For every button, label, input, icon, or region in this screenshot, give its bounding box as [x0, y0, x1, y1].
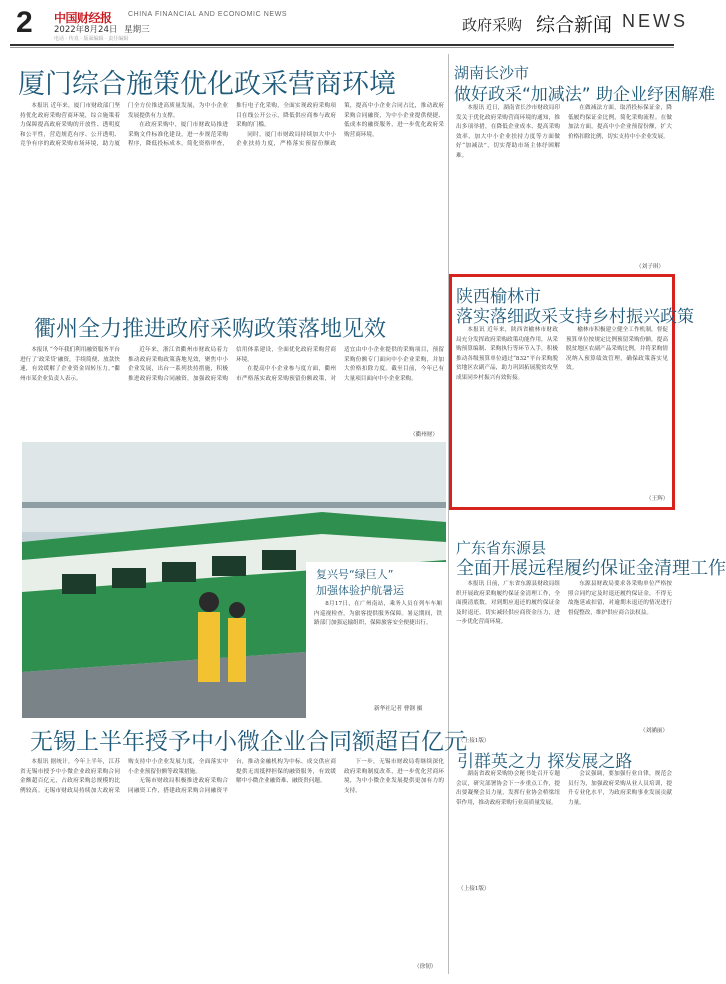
article-changsha-body — [456, 104, 672, 264]
section-label-english: NEWS — [622, 11, 688, 31]
photo-caption-body — [314, 600, 442, 700]
article-guangdong-body — [456, 580, 672, 730]
column-divider — [448, 54, 449, 974]
byline-guangdong: （刘涵丽） — [640, 728, 668, 734]
paragraph: 本报讯 “今年我们利用融资服务平台进行了‘政采贷’融资，手续简便、放款快速，有效缓解了企业资金周转压力。”衢州市某企业负责人表示。 — [20, 347, 120, 382]
masthead — [10, 6, 688, 46]
paragraph: 会议强调，要加强行业自律，规范会员行为，加强政府采购从业人员培训，提升专业化水平，为政府采购事业发展贡献力量。 — [568, 771, 672, 806]
continued-tag: （上接1版） — [458, 738, 490, 744]
paragraph: 本报讯 日前，广东省东源县财政局组织开展政府采购履约保证金清理工作，全面摸清底数，对到期应退还的履约保证金及时退还，切实减轻供应商资金压力，进一步优化营商环境。 — [456, 581, 560, 626]
article-yulin-body — [456, 326, 668, 496]
paragraph: 本报讯 近年来，陕西省榆林市财政局充分发挥政府采购政策功能作用，从采购预算编制、采购执行等环节入手，积极推动各级预算单位通过“832”平台采购脱贫地区农副产品，助力巩固拓展脱贫攻坚成果同乡村振兴有效衔接。 — [456, 327, 558, 381]
paragraph: 榆林市积极建立健全工作机制，督促预算单位按规定比例预留采购份额，提高脱贫地区农副产品采购比例，并将采购情况纳入预算绩效管理，确保政策落实见效。 — [566, 327, 668, 372]
headline-changsha: 做好政采“加减法” 助企业纾困解难 — [454, 85, 716, 105]
section-label-secondary: 综合新闻 — [536, 14, 613, 36]
byline-yulin: （王辉） — [646, 496, 669, 502]
photo-caption-title-line1: 复兴号“绿巨人” — [316, 568, 394, 581]
photo-caption-title-line2: 加强体验护航暑运 — [316, 584, 404, 597]
paragraph: 本报讯 近年来，厦门市财政部门坚持优化政府采购营商环境，综合施策着力保障提高政府采购的开放性、透明度和公平性，营造规范有序、公开透明、竞争有序的政府采购市场环境，助力厦门全方位推进高质量发展，为中小企业发展提供有力支撑。 — [20, 103, 228, 148]
headline-yulin-kicker: 陕西榆林市 — [456, 287, 541, 307]
weekday-text: 星期三 — [124, 25, 150, 35]
paragraph: 在政府采购中，厦门市财政局推进采购文件标准化建设，进一步规范采购程序，降低投标成本，简化资格审查，推行电子化采购，全面实现政府采购项目在线公开公示，降低供应商参与政府采购的门槛。 — [128, 103, 336, 148]
paragraph: 本报讯 据统计，今年上半年，江苏省无锡市授予中小微企业政府采购合同金额超百亿元，占政府采购总规模的比例较高。无锡市财政局持续加大政府采购支持中小企业发展力度，全面落实中小企业预留份额等政策措施。 — [20, 759, 228, 794]
paragraph: 8月17日，在广州南站，乘务人员在列车车厢内巡视检查，为旅客提供服务保障。暑运期间，铁路部门加强运输组织，保障旅客安全便捷出行。 — [314, 601, 442, 627]
paragraph: 在做减法方面，取消投标保证金，降低履约保证金比例，简化采购流程。在做加法方面，提高中小企业预留份额，扩大价格扣除比例，切实支持中小企业发展。 — [568, 105, 672, 140]
headline-quzhou: 衢州全力推进政府采购政策落地见效 — [34, 317, 387, 342]
paragraph: 下一步，无锡市财政局将继续深化政府采购制度改革，进一步优化营商环境，为中小微企业发展提供更加有力的支持。 — [344, 759, 444, 794]
masthead-rule — [10, 44, 674, 46]
page-number: 2 — [16, 6, 33, 39]
section-label-primary: 政府采购 — [462, 16, 523, 34]
headline-guangdong-kicker: 广东省东源县 — [456, 539, 547, 557]
logo-chinese: 中国财经报 — [54, 11, 112, 25]
issue-date — [54, 23, 154, 35]
paragraph: 无锡市财政局积极推进政府采购合同融资工作，搭建政府采购合同融资平台，推动金融机构为中标、成交供应商提供无需抵押担保的融资服务，有效缓解中小微企业融资难、融资贵问题。 — [128, 759, 336, 794]
article-yinqun-body — [456, 770, 672, 880]
paragraph: 东源县财政局要求各采购单位严格按照合同约定及时退还履约保证金，不得无故拖延或扣留，对逾期未退还的情况进行督促整改，维护供应商合法权益。 — [568, 581, 672, 616]
article-xiamen-body — [20, 102, 444, 298]
headline-yinqun: 引群英之力 探发展之路 — [457, 752, 633, 772]
paragraph: 在提高中小企业参与度方面，衢州市严格落实政府采购预留份额政策，对适宜由中小企业提供的采购项目，预留采购份额专门面向中小企业采购，并加大价格扣除力度。截至目前，今年已有大量项目面向中小企业采购。 — [236, 347, 444, 382]
headline-xiamen: 厦门综合施策优化政采营商环境 — [18, 69, 396, 100]
article-quzhou-body — [20, 346, 444, 438]
photo-credit: 新华社记者 曹钢 摄 — [374, 706, 423, 712]
byline-quzhou: （衢州财） — [410, 432, 438, 438]
continued-tag-2: （上接1版） — [458, 886, 490, 892]
paragraph: 同时，厦门市财政局持续加大中小企业扶持力度，严格落实预留份额政策，提高中小企业合同占比，推动政府采购合同融资，为中小企业提供便捷、低成本的融资服务，进一步优化政府采购营商环境。 — [236, 103, 444, 148]
date-text: 2022年8月24日 — [54, 25, 118, 35]
masthead-rule-thin — [10, 47, 674, 48]
editor-tags: 电话 · 传真 · 版面编辑 · 责任编辑 — [54, 36, 129, 42]
byline-wuxi: （徐韧） — [414, 964, 437, 970]
paragraph: 近年来，浙江省衢州市财政局着力推动政府采购政策落地见效，聚焦中小企业发展，出台一系列扶持措施，积极推进政府采购合同融资，加强政府采购信用体系建设，全面优化政府采购营商环境。 — [128, 347, 336, 382]
byline-changsha: （刘子琪） — [636, 264, 664, 270]
paragraph: 本报讯 近日，湖南省长沙市财政局印发关于优化政府采购营商环境的通知，推出多项举措，在降低企业成本、提高采购效率、加大中小企业扶持力度等方面做好“加减法”，切实帮助市场主体纾困解难。 — [456, 105, 560, 159]
headline-yulin: 落实落细政采支持乡村振兴政策 — [456, 307, 694, 327]
logo-english: CHINA FINANCIAL AND ECONOMIC NEWS — [128, 11, 288, 18]
paragraph: 湖南省政府采购协会秘书处召开专题会议，研究部署协会下一步重点工作，提出要凝聚会员力量，发挥行业协会桥梁纽带作用，推动政府采购行业高质量发展。 — [456, 771, 560, 806]
headline-wuxi: 无锡上半年授予中小微企业合同额超百亿元 — [30, 729, 467, 755]
headline-guangdong: 全面开展远程履约保证金清理工作 — [456, 558, 726, 579]
headline-changsha-kicker: 湖南长沙市 — [454, 64, 530, 82]
article-wuxi-body — [20, 758, 444, 972]
